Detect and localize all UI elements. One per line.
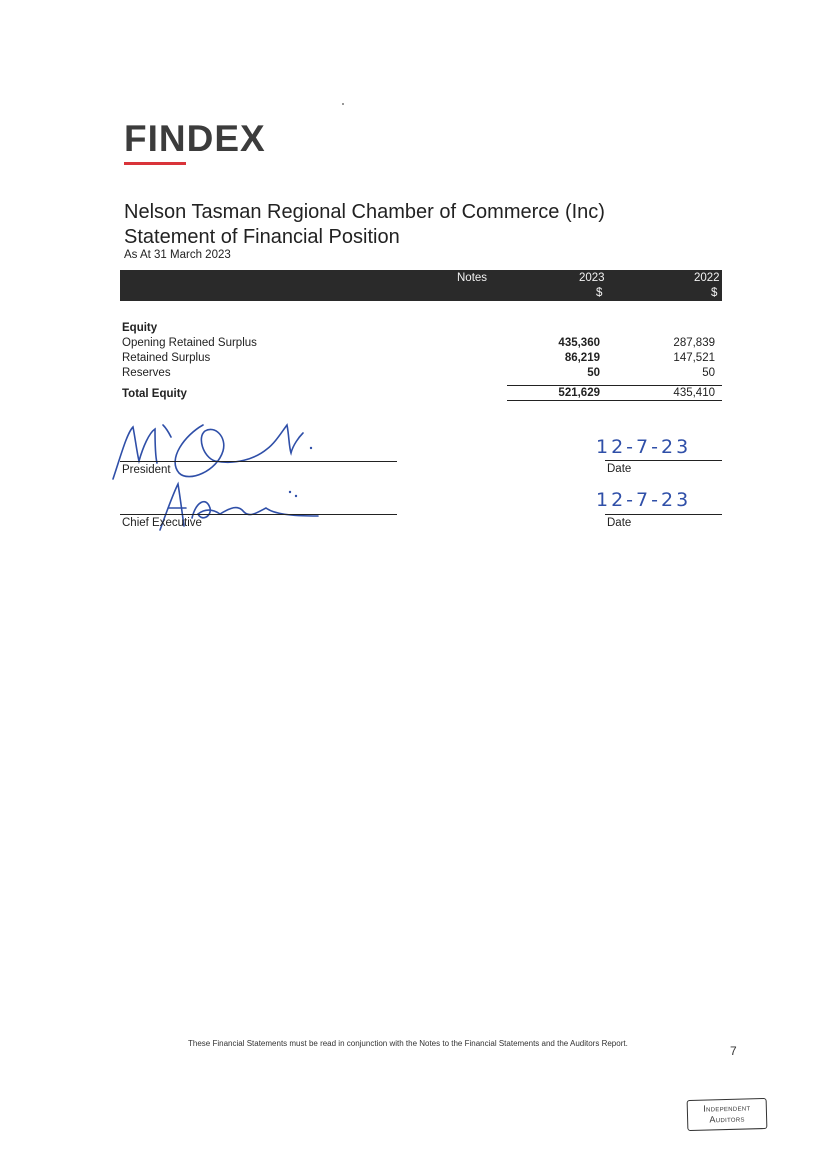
- chief-executive-date-label: Date: [607, 517, 632, 529]
- chief-executive-signature: [140, 478, 325, 538]
- section-heading-equity: Equity: [122, 322, 158, 334]
- column-header-2022: 2022: [694, 272, 720, 284]
- unit-2023: $: [596, 287, 603, 299]
- row-label-opening-retained-surplus: Opening Retained Surplus: [122, 337, 257, 349]
- row-value-2023: 50: [587, 367, 600, 379]
- unit-2022: $: [711, 287, 718, 299]
- as-at-date: As At 31 March 2023: [124, 249, 231, 261]
- notes-column-header: Notes: [457, 272, 488, 284]
- subtotal-rule: [507, 385, 722, 386]
- logo-underline: [124, 162, 186, 165]
- table-header-bar: [120, 270, 722, 301]
- column-header-2023: 2023: [579, 272, 605, 284]
- row-value-2022: 147,521: [673, 352, 715, 364]
- row-value-2023: 86,219: [564, 352, 600, 364]
- row-value-2023: 435,360: [558, 337, 600, 349]
- total-rule: [507, 400, 722, 401]
- row-value-2022: 287,839: [673, 337, 715, 349]
- president-date-label: Date: [607, 463, 632, 475]
- president-label: President: [122, 464, 171, 476]
- total-equity-2022: 435,410: [673, 387, 715, 399]
- president-date-line: [605, 460, 722, 461]
- stamp-line-2: Auditors: [709, 1113, 745, 1125]
- row-value-2022: 50: [702, 367, 715, 379]
- page-number: 7: [730, 1044, 737, 1058]
- scan-speck: [342, 103, 344, 105]
- footer-note: These Financial Statements must be read in conjunction with the Notes to the Financial Statements and the Auditors Report.: [188, 1039, 628, 1048]
- independent-auditors-stamp: [687, 1098, 768, 1131]
- total-equity-2023: 521,629: [558, 387, 600, 399]
- organisation-name: Nelson Tasman Regional Chamber of Commerce (Inc): [124, 201, 605, 223]
- total-equity-label: Total Equity: [122, 388, 187, 400]
- stamp-line-1: Independent: [703, 1102, 751, 1114]
- chief-executive-date-line: [605, 514, 722, 515]
- row-label-reserves: Reserves: [122, 367, 171, 379]
- president-signature-line: [120, 461, 397, 462]
- findex-logo: FINDEX: [124, 118, 266, 159]
- president-date-handwritten: 12-7-23: [596, 436, 692, 458]
- chief-executive-label: Chief Executive: [122, 517, 202, 529]
- statement-title: Statement of Financial Position: [124, 226, 400, 248]
- row-label-retained-surplus: Retained Surplus: [122, 352, 211, 364]
- chief-executive-signature-line: [120, 514, 397, 515]
- chief-executive-date-handwritten: 12-7-23: [596, 489, 692, 511]
